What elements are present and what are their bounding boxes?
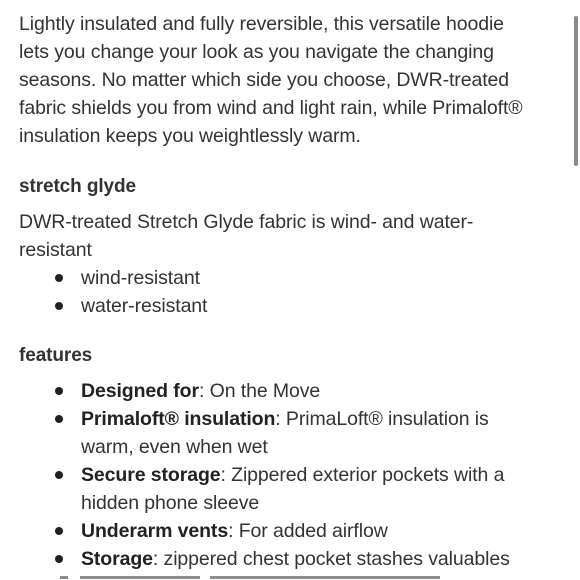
feature-item (81, 405, 549, 461)
feature-label: Primaloft® insulation (81, 408, 276, 430)
bullet-icon (55, 302, 63, 310)
list-item (81, 292, 549, 320)
list-item-text: water-resistant (81, 295, 208, 317)
list-item (81, 264, 549, 292)
feature-text: : zippered chest pocket stashes valuables (152, 548, 510, 570)
feature-label: Designed for (81, 380, 199, 402)
bullet-icon (55, 274, 63, 282)
intro-paragraph (19, 10, 549, 150)
description-line: DWR-treated Stretch Glyde fabric is wind- and water- (19, 211, 474, 233)
bullet-icon (55, 555, 63, 563)
intro-line: lets you change your look as you navigate the changing (19, 41, 494, 63)
feature-text: : For added airflow (228, 520, 388, 542)
features-heading: features (19, 345, 93, 366)
stretch-glyde-list (19, 264, 549, 320)
product-description (19, 10, 549, 573)
feature-text: : Zippered exterior pockets with a (220, 464, 505, 486)
feature-label: Storage (81, 548, 153, 570)
feature-text: : On the Move (198, 380, 321, 402)
feature-item (81, 461, 549, 517)
feature-label: Underarm vents (81, 520, 229, 542)
intro-line: Lightly insulated and fully reversible, this versatile hoodie (19, 13, 504, 35)
scrollbar[interactable] (574, 16, 578, 166)
intro-line: fabric shields you from wind and light rain, while Primaloft® (19, 97, 523, 119)
feature-text: warm, even when wet (81, 436, 268, 458)
bullet-icon (55, 471, 63, 479)
feature-item (81, 377, 549, 405)
features-list (19, 377, 549, 573)
feature-text: hidden phone sleeve (81, 492, 260, 514)
bullet-icon (55, 527, 63, 535)
bullet-icon (55, 387, 63, 395)
stretch-glyde-description (19, 208, 549, 264)
list-item-text: wind-resistant (81, 267, 200, 289)
description-line: resistant (19, 239, 92, 261)
intro-line: seasons. No matter which side you choose, DWR-treated (19, 69, 509, 91)
feature-item (81, 517, 549, 545)
feature-label: Secure storage (81, 464, 221, 486)
feature-item (81, 545, 549, 573)
feature-text: : PrimaLoft® insulation is (275, 408, 489, 430)
intro-line: insulation keeps you weightlessly warm. (19, 125, 361, 147)
stretch-glyde-heading: stretch glyde (19, 176, 136, 197)
bullet-icon (55, 415, 63, 423)
clipped-text-line (60, 573, 440, 580)
